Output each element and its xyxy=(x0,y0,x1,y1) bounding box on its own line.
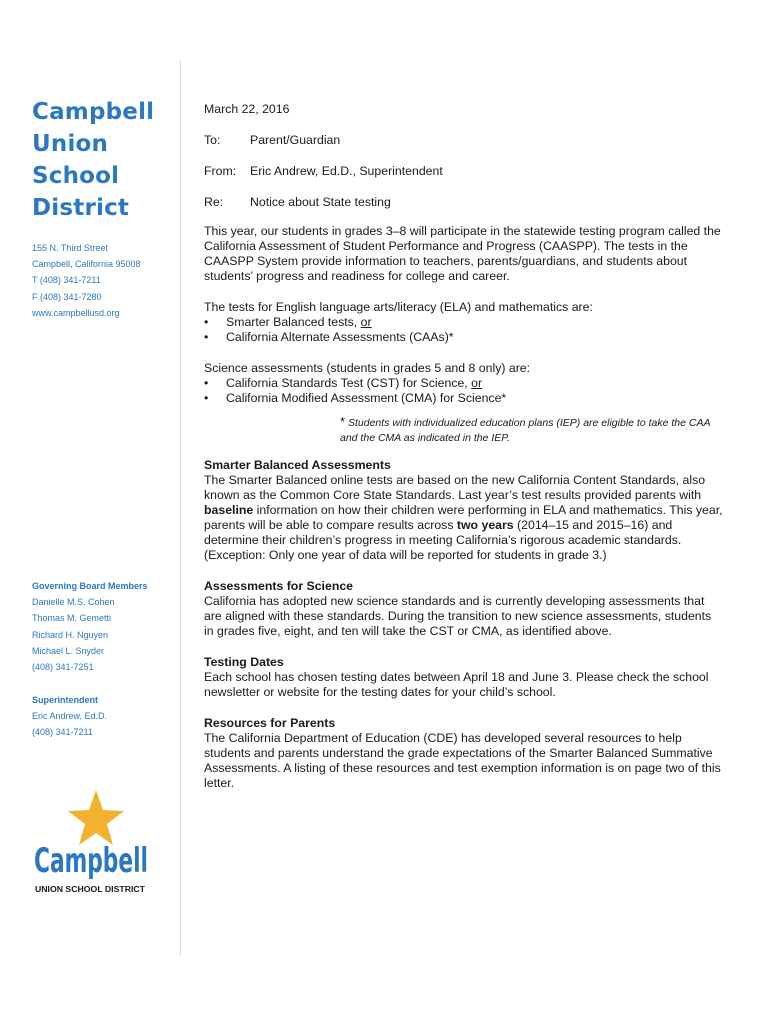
science-bullet-1: California Standards Test (CST) for Science, xyxy=(226,376,472,390)
emphasis: two years xyxy=(456,518,514,532)
sb-heading: Smarter Balanced Assessments xyxy=(204,458,391,472)
sb-paragraph: The Smarter Balanced online tests are based on the new California Content Standards, also known as the Common Core State Standards. Last year’s test results provided parents with baseline information on how their children were performing in ELA and mathematics. This year, parents will be able to compare results across two years (2014–15 and 2015–16) and determine their children’s progress in meeting California’s rigorous academic standards. (Exception: Only one year of data will be reported for students in grade 3.) xyxy=(204,473,723,562)
or-underlined: or xyxy=(471,376,483,390)
logo-word: Campbell xyxy=(34,841,148,881)
from-value: Eric Andrew, Ed.D., Superintendent xyxy=(250,164,443,178)
board-member: Thomas M. Gemetti xyxy=(32,613,112,624)
to-line xyxy=(204,133,724,148)
superintendent-block xyxy=(32,692,107,741)
telephone: T (408) 341-7211 xyxy=(32,275,101,286)
letter-date: March 22, 2016 xyxy=(204,102,290,116)
ela-bullet-1: Smarter Balanced tests, xyxy=(226,315,361,329)
logo-subtitle: UNION SCHOOL DISTRICT xyxy=(35,884,146,894)
to-label: To: xyxy=(204,133,221,147)
vertical-divider xyxy=(180,60,181,956)
board-member: Michael L. Snyder xyxy=(32,645,105,656)
science-heading: Assessments for Science xyxy=(204,579,354,593)
superintendent-phone: (408) 341-7211 xyxy=(32,727,93,738)
resources-heading: Resources for Parents xyxy=(204,716,336,730)
board-member: Richard H. Nguyen xyxy=(32,629,109,640)
or-underlined: or xyxy=(360,315,372,329)
district-name-line: School xyxy=(32,163,120,189)
re-line xyxy=(204,195,724,210)
science-bullet-2: California Modified Assessment (CMA) for Science* xyxy=(226,391,507,405)
street-address: 155 N. Third Street xyxy=(32,243,108,253)
re-value: Notice about State testing xyxy=(250,195,391,209)
board-phone: (408) 341-7251 xyxy=(32,662,94,673)
from-label: From: xyxy=(204,164,237,178)
emphasis: baseline xyxy=(204,503,254,517)
list-item xyxy=(204,315,724,330)
asterisk: * xyxy=(340,414,346,429)
letter-body xyxy=(204,102,724,791)
bullet: • xyxy=(204,330,209,344)
district-name xyxy=(32,96,172,224)
governing-board xyxy=(32,578,148,675)
list-item xyxy=(204,376,724,391)
re-label: Re: xyxy=(204,195,224,209)
district-address xyxy=(32,240,172,321)
to-value: Parent/Guardian xyxy=(250,133,341,147)
list-item xyxy=(204,391,724,406)
ela-bullet-2: California Alternate Assessments (CAAs)* xyxy=(226,330,454,344)
board-member: Danielle M.S. Cohen xyxy=(32,597,115,608)
district-name-line: Campbell xyxy=(32,99,155,125)
district-name-line: District xyxy=(32,195,130,221)
letterhead-sidebar xyxy=(32,96,172,894)
bullet: • xyxy=(204,376,209,390)
campbell-logo xyxy=(34,790,154,900)
ela-intro: The tests for English language arts/literacy (ELA) and mathematics are: xyxy=(204,300,593,314)
science-intro: Science assessments (students in grades 5 and 8 only) are: xyxy=(204,361,531,375)
board-heading: Governing Board Members xyxy=(32,581,148,591)
bullet: • xyxy=(204,315,209,329)
list-item xyxy=(204,330,724,345)
science-paragraph: California has adopted new science standards and is currently developing assessments that are aligned with these standards. During the transition to new science assessments, students in grades five, eight, and ten will take the CST or CMA, as identified above. xyxy=(204,594,712,638)
website: www.campbellusd.org xyxy=(32,307,120,318)
from-line xyxy=(204,164,724,179)
superintendent-heading: Superintendent xyxy=(32,695,99,705)
intro-paragraph: This year, our students in grades 3–8 will participate in the statewide testing program called the California Assessment of Student Performance and Progress (CAASPP). The tests in the CAASPP System provide information to teachers, parents/guardians, and students about students’ progress and readiness for college and career. xyxy=(204,224,721,283)
fax: F (408) 341-7280 xyxy=(32,291,102,302)
city-address: Campbell, California 95008 xyxy=(32,259,141,270)
iep-footnote xyxy=(340,414,724,446)
star-icon xyxy=(68,790,124,845)
district-name-line: Union xyxy=(32,131,109,157)
footnote-text: Students with individualized education plans (IEP) are eligible to take the CAA and the CMA as indicated in the IEP. xyxy=(340,417,711,444)
dates-heading: Testing Dates xyxy=(204,655,284,669)
resources-paragraph: The California Department of Education (CDE) has developed several resources to help students and parents understand the grade expectations of the Smarter Balanced Summative Assessments. A listing of these resources and test exemption information is on page two of this letter. xyxy=(204,731,721,790)
bullet: • xyxy=(204,391,209,405)
dates-paragraph: Each school has chosen testing dates between April 18 and June 3. Please check the school newsletter or website for the testing dates for your child’s school. xyxy=(204,670,709,699)
superintendent-name: Eric Andrew, Ed.D. xyxy=(32,711,108,722)
